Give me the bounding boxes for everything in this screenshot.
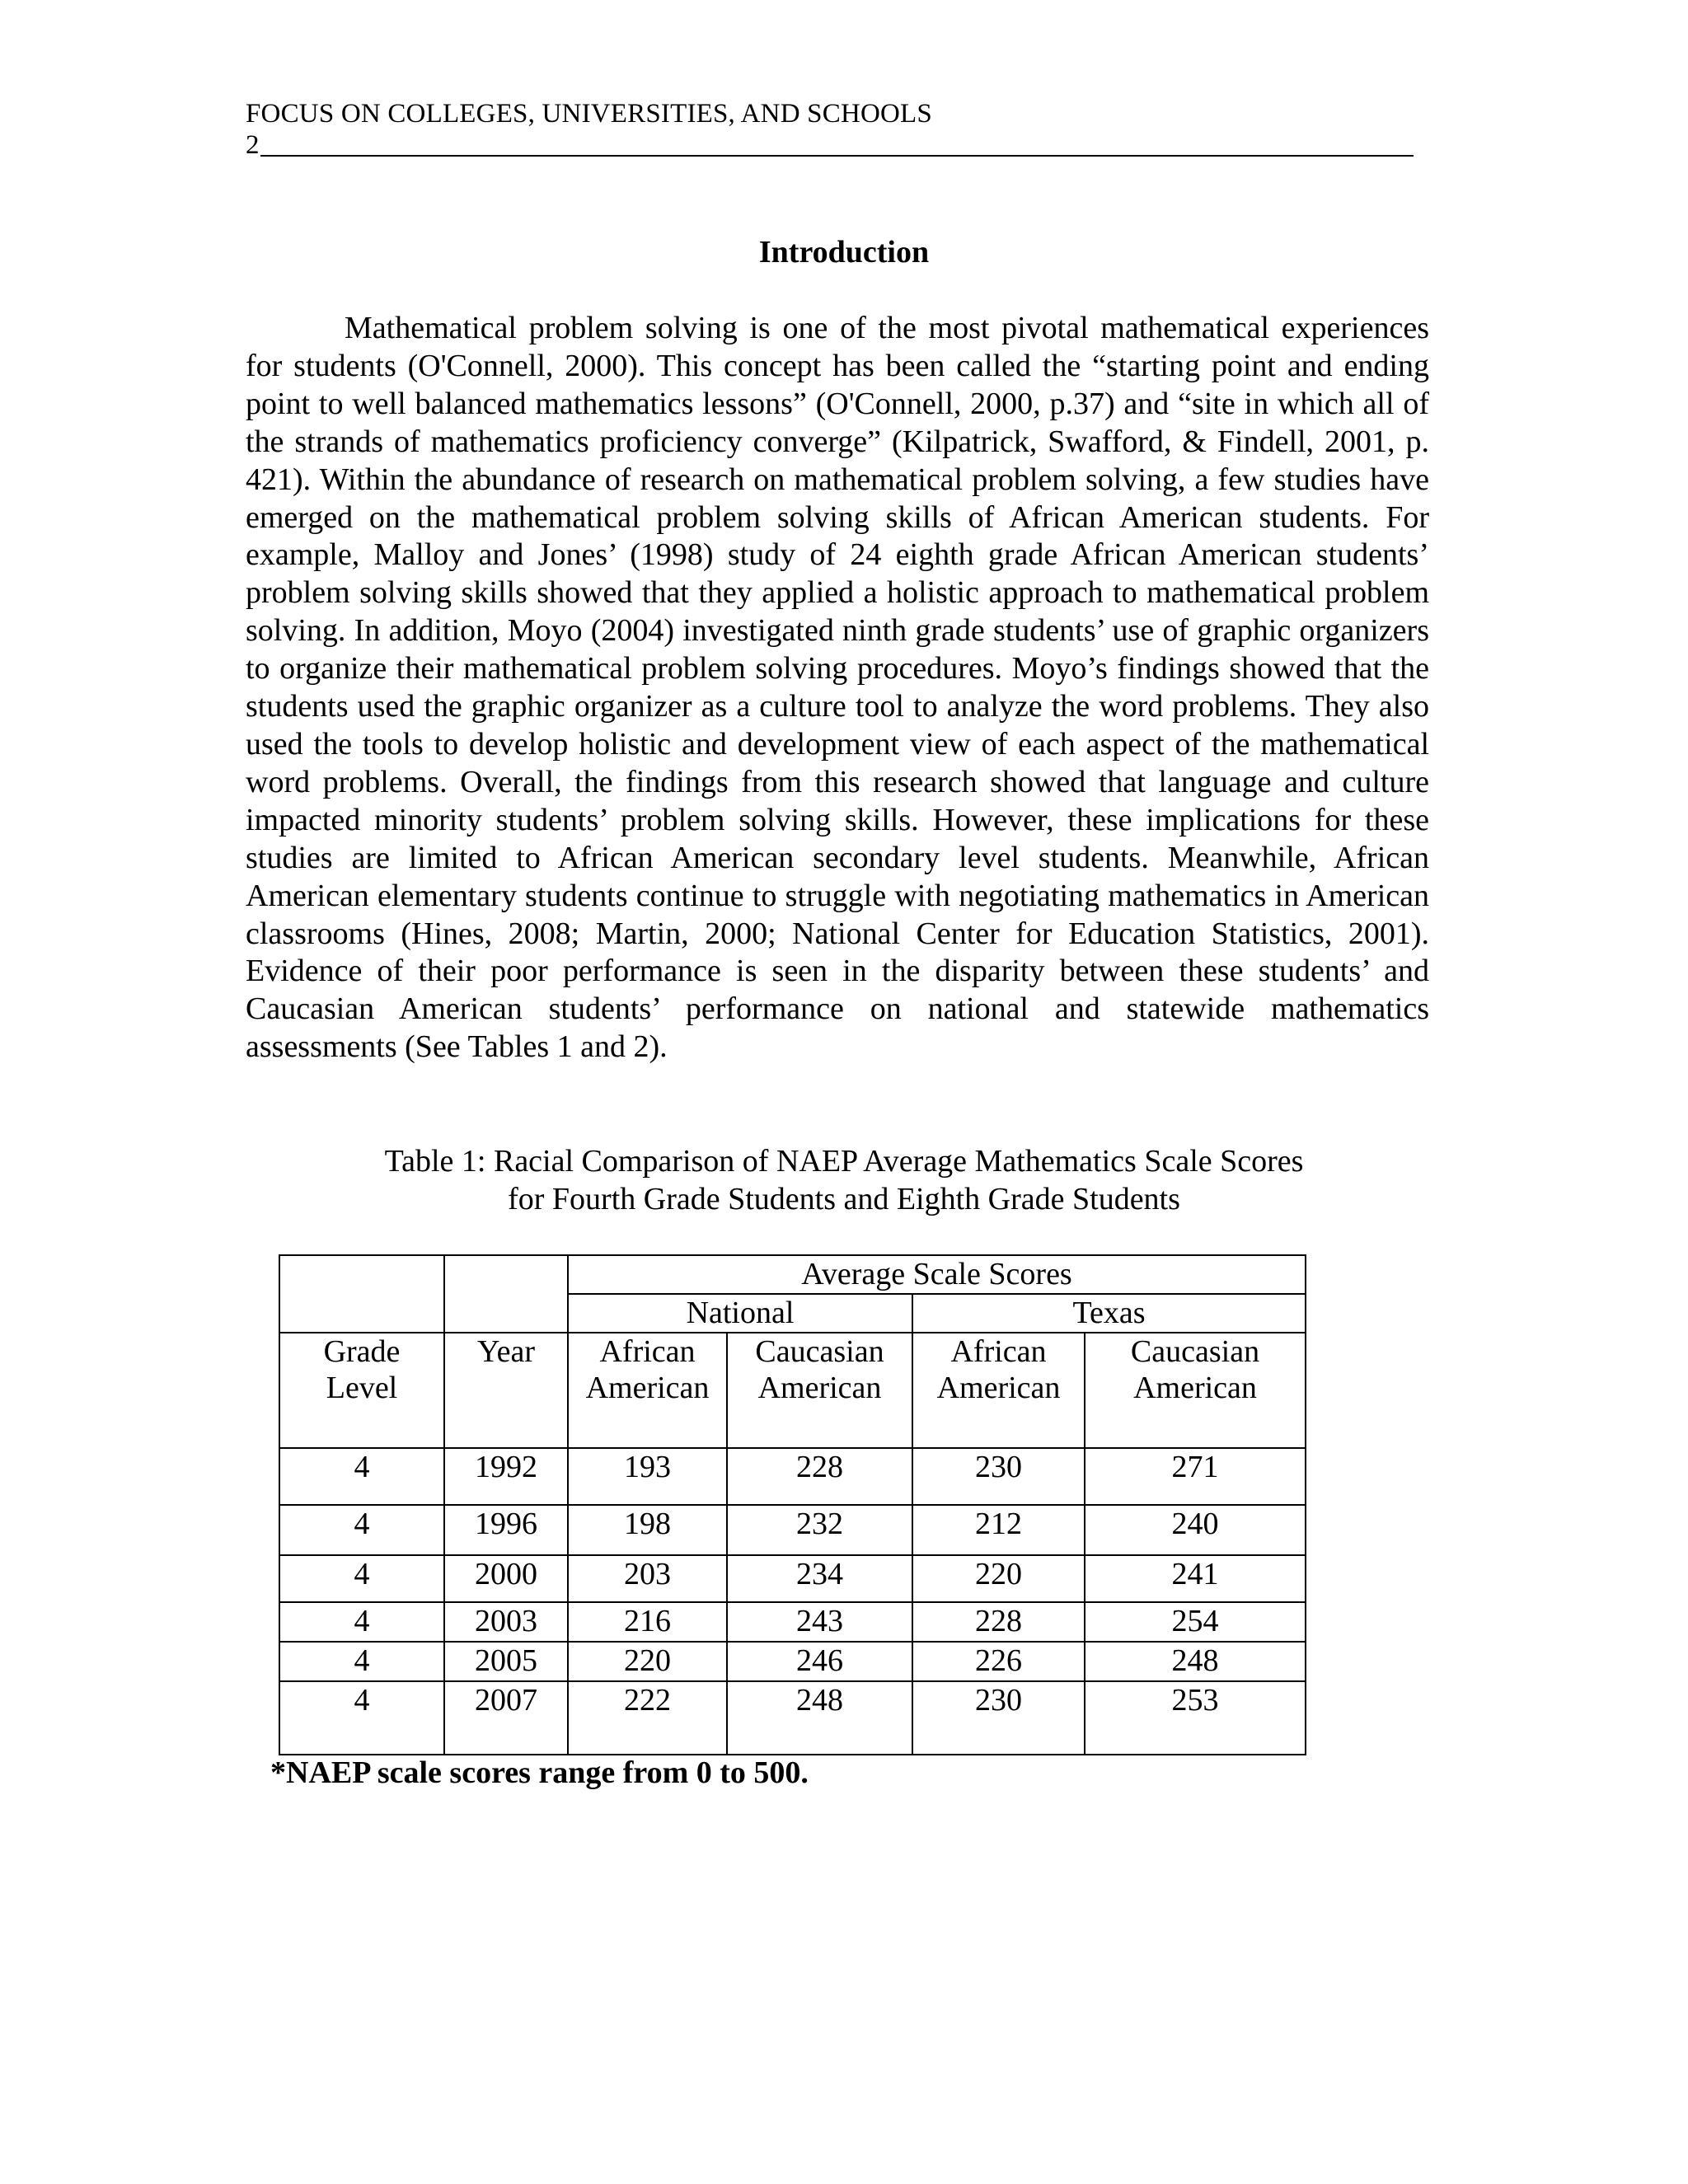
header-national-caucasian-american [727, 1333, 912, 1448]
cell-national-caucasian-american: 248 [727, 1681, 912, 1755]
cell-grade: 4 [279, 1555, 444, 1602]
cell-national-african-american: 203 [568, 1555, 727, 1602]
table-row [279, 1448, 1306, 1505]
cell-year: 2000 [444, 1555, 568, 1602]
cell-national-caucasian-american: 232 [727, 1505, 912, 1555]
header-label-line-1: Caucasian [1130, 1334, 1260, 1369]
cell-texas-caucasian-american: 254 [1085, 1602, 1306, 1642]
cell-texas-african-american: 226 [912, 1642, 1085, 1681]
header-year: Year [444, 1333, 568, 1448]
table-row [279, 1555, 1306, 1602]
cell-national-caucasian-american: 234 [727, 1555, 912, 1602]
header-label-line-1: Caucasian [755, 1334, 884, 1369]
header-texas-caucasian-american [1085, 1333, 1306, 1448]
header-grade-line-1: Grade [323, 1334, 401, 1369]
cell-national-caucasian-american: 228 [727, 1448, 912, 1505]
header-grade-line-2: Level [326, 1371, 398, 1405]
cell-texas-african-american: 220 [912, 1555, 1085, 1602]
cell-year: 1992 [444, 1448, 568, 1505]
header-rule [260, 155, 1414, 157]
cell-texas-african-american: 230 [912, 1448, 1085, 1505]
header-label-line-1: African [950, 1334, 1047, 1369]
header-average-scale-scores: Average Scale Scores [568, 1255, 1306, 1294]
empty-header-cell-grade [279, 1255, 444, 1333]
table-footnote: *NAEP scale scores range from 0 to 500. [270, 1755, 809, 1790]
table-caption [0, 1142, 1688, 1218]
table-caption-line-2: for Fourth Grade Students and Eighth Grade Students [508, 1182, 1180, 1216]
cell-grade: 4 [279, 1602, 444, 1642]
cell-texas-caucasian-american: 241 [1085, 1555, 1306, 1602]
page-number-line [246, 129, 1414, 162]
table-row [279, 1681, 1306, 1755]
cell-texas-caucasian-american: 248 [1085, 1642, 1306, 1681]
header-label-line-2: American [936, 1371, 1061, 1405]
header-grade-level [279, 1333, 444, 1448]
cell-texas-caucasian-american: 271 [1085, 1448, 1306, 1505]
cell-grade: 4 [279, 1642, 444, 1681]
page-number: 2 [246, 130, 260, 160]
cell-national-caucasian-american: 246 [727, 1642, 912, 1681]
cell-texas-caucasian-american: 253 [1085, 1681, 1306, 1755]
cell-year: 1996 [444, 1505, 568, 1555]
cell-texas-african-american: 230 [912, 1681, 1085, 1755]
cell-national-caucasian-american: 243 [727, 1602, 912, 1642]
header-label-line-2: American [757, 1371, 882, 1405]
cell-national-african-american: 216 [568, 1602, 727, 1642]
section-title: Introduction [758, 235, 930, 269]
header-label-line-2: American [1133, 1371, 1257, 1405]
table-row [279, 1642, 1306, 1681]
cell-grade: 4 [279, 1505, 444, 1555]
header-label-line-1: African [599, 1334, 696, 1369]
cell-year: 2003 [444, 1602, 568, 1642]
cell-texas-african-american: 212 [912, 1505, 1085, 1555]
cell-year: 2007 [444, 1681, 568, 1755]
table-row [279, 1505, 1306, 1555]
table-caption-line-1: Table 1: Racial Comparison of NAEP Average Mathematics Scale Scores [384, 1144, 1304, 1179]
table-row [279, 1602, 1306, 1642]
cell-national-african-american: 193 [568, 1448, 727, 1505]
running-head: FOCUS ON COLLEGES, UNIVERSITIES, AND SCHOOLS [246, 99, 932, 129]
cell-texas-caucasian-american: 240 [1085, 1505, 1306, 1555]
cell-year: 2005 [444, 1642, 568, 1681]
header-texas-african-american [912, 1333, 1085, 1448]
cell-texas-african-american: 228 [912, 1602, 1085, 1642]
body-paragraph: Mathematical problem solving is one of the most pivotal mathematical experiences for students (O'Connell, 2000). This concept has been called the “starting point and ending point to well balanced mathematics lessons” (O'Connell, 2000, p.37) and “site in which all of the strands of mathematics proficiency converge” (Kilpatrick, Swafford, & Findell, 2001, p. 421). Within the abundance of research on mathematical problem solving, a few studies have emerged on the mathematical problem solving skills of African American students. For example, Malloy and Jones’ (1998) study of 24 eighth grade African American students’ problem solving skills showed that they applied a holistic approach to mathematical problem solving. In addition, Moyo (2004) investigated ninth grade students’ use of graphic organizers to organize their mathematical problem solving procedures. Moyo’s findings showed that the students used the graphic organizer as a culture tool to analyze the word problems. They also used the tools to develop holistic and development view of each aspect of the mathematical word problems. Overall, the findings from this research showed that language and culture impacted minority students’ problem solving skills. However, these implications for these studies are limited to African American secondary level students. Meanwhile, African American elementary students continue to struggle with negotiating mathematics in American classrooms (Hines, 2008; Martin, 2000; National Center for Education Statistics, 2001). Evidence of their poor performance is seen in the disparity between these students’ and Caucasian American students’ performance on national and statewide mathematics assessments (See Tables 1 and 2). [246, 311, 1429, 1065]
cell-grade: 4 [279, 1448, 444, 1505]
cell-national-african-american: 220 [568, 1642, 727, 1681]
naep-scores-table [279, 1254, 1306, 1755]
cell-national-african-american: 222 [568, 1681, 727, 1755]
header-national-african-american [568, 1333, 727, 1448]
cell-grade: 4 [279, 1681, 444, 1755]
cell-national-african-american: 198 [568, 1505, 727, 1555]
empty-header-cell-year [444, 1255, 568, 1333]
header-national: National [568, 1294, 912, 1333]
header-texas: Texas [912, 1294, 1306, 1333]
header-label-line-2: American [585, 1371, 710, 1405]
